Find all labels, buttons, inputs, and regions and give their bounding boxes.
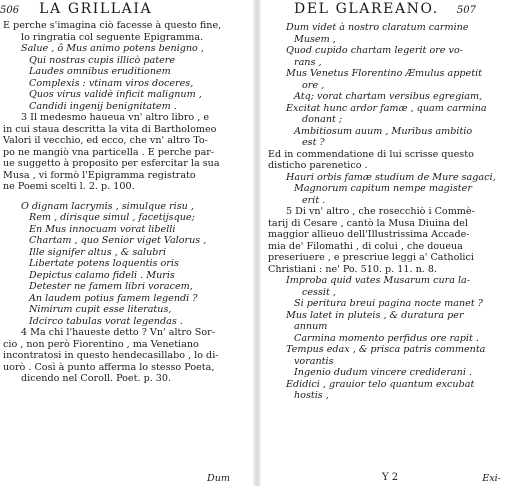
text-line: Rem , dirisque simul , facetijsque; bbox=[29, 212, 195, 223]
text-line: tarij di Cesare , cantò la Musa Diuina del bbox=[268, 217, 468, 229]
text-line: Salue , ô Mus animo potens benigno , bbox=[21, 43, 204, 54]
right-catchword: Exi- bbox=[482, 473, 501, 484]
text-line: cio , non però Fiorentino , ma Venetiano bbox=[3, 338, 199, 350]
text-line: uorò . Così à punto afferma lo stesso Poeta, bbox=[3, 361, 215, 373]
text-line: Qui nostras cupis illicò patere bbox=[29, 54, 176, 66]
text-line: ne Poemi scelti l. 2. p. 100. bbox=[3, 181, 135, 192]
text-line: Excitat hunc ardor famæ , quam carmina bbox=[286, 102, 487, 114]
text-line: Ingenio dudum vincere crediderani . bbox=[294, 367, 472, 378]
text-line: O dignam lacrymis , simulque risu , bbox=[21, 200, 194, 212]
text-line: Tempus edax , & prisca patris commenta bbox=[286, 344, 486, 355]
text-line: E perche s'imagina ciò facesse à questo fine, bbox=[3, 20, 222, 31]
text-line: Hauri orbis famæ studium de Mure sagaci, bbox=[286, 171, 496, 183]
text-line: Mus Venetus Florentino Æmulus appetit bbox=[286, 68, 482, 79]
text-line: Quos virus validè inficit malignum , bbox=[29, 89, 202, 100]
text-line: annum bbox=[294, 321, 328, 332]
paragraph-gap bbox=[3, 193, 252, 201]
left-running-head bbox=[0, 1, 152, 17]
text-line: Musem , bbox=[294, 33, 336, 45]
text-line: Candidi ingenij benignitatem . bbox=[29, 100, 177, 112]
text-line: Valori il vecchio, ed ecco, che vn' altro To- bbox=[3, 135, 208, 146]
text-line: Laudes omnibus eruditionem bbox=[29, 66, 171, 77]
text-line: Ille signifer altus , & salubri bbox=[29, 246, 167, 258]
right-text-block bbox=[262, 22, 515, 402]
text-line: Idcirco tabulas vorat legendas . bbox=[29, 315, 183, 327]
text-line: Nimirum cupit esse literatus, bbox=[29, 304, 172, 315]
text-line: Ed in commendatione di lui scrisse questo bbox=[268, 148, 474, 160]
text-line: Chartam , quo Senior viget Valorus , bbox=[29, 235, 207, 246]
text-line: 3 Il medesmo haueua vn' altro libro , e bbox=[21, 112, 210, 123]
right-signature-mark: Y 2 bbox=[382, 472, 399, 483]
text-line: preseriuere , e prescriue leggi a' Catholici bbox=[268, 252, 474, 263]
text-line: Libertate potens loquentis oris bbox=[29, 258, 179, 269]
text-line: En Mus innocuam vorat libelli bbox=[29, 223, 176, 235]
text-line: lo ringratia col seguente Epigramma. bbox=[21, 31, 204, 43]
right-page-number: 507 bbox=[456, 5, 476, 16]
text-line: incontratosi in questo hendecasillabo , lo di- bbox=[3, 350, 219, 361]
text-line: mia de' Filomathi , di colui , che doueua bbox=[268, 240, 463, 252]
text-line: Carmina momento perfidus ore rapit . bbox=[294, 332, 479, 344]
right-running-head bbox=[294, 1, 476, 17]
text-line: Detester ne famem libri voracem, bbox=[29, 281, 193, 292]
text-line: vorantis bbox=[294, 355, 334, 367]
left-catchword: Dum bbox=[207, 473, 230, 484]
text-line: erit . bbox=[302, 194, 326, 206]
text-line: po ne mangiò vna particella . E perche par- bbox=[3, 146, 215, 158]
text-line: Edidici , grauior telo quantum excubat bbox=[286, 378, 475, 390]
text-line: Complexis : vtinam viros doceres, bbox=[29, 77, 194, 89]
text-line: dicendo nel Coroll. Poet. p. 30. bbox=[21, 373, 172, 384]
text-line: Mus latet in pluteis , & duratura per bbox=[286, 309, 464, 321]
left-page bbox=[0, 0, 252, 486]
text-line: cessit , bbox=[302, 286, 336, 298]
text-line: hostis , bbox=[294, 390, 329, 401]
text-line: ue suggetto à proposito per esfercitar la sua bbox=[3, 158, 220, 169]
text-line: Improba quid vates Musarum cura la- bbox=[286, 275, 471, 286]
text-line: An laudem potius famem legendi ? bbox=[29, 292, 198, 304]
text-line: ore , bbox=[302, 79, 325, 91]
text-line: donant ; bbox=[302, 114, 343, 125]
text-line: Musa , vi formò l'Epigramma registrato bbox=[3, 169, 196, 181]
text-line: 4 Ma chi l'haueste detto ? Vn' altro Sor- bbox=[21, 327, 215, 338]
text-line: rans , bbox=[294, 56, 322, 68]
text-line: Si peritura breui pagina nocte manet ? bbox=[294, 298, 483, 309]
text-line: Christiani : ne' Po. 510. p. 11. n. 8. bbox=[268, 263, 438, 275]
gutter bbox=[253, 0, 261, 486]
left-page-number: 506 bbox=[0, 5, 20, 16]
text-line: Dum videt à nostro claratum carmine bbox=[286, 22, 469, 33]
left-text-block bbox=[0, 20, 252, 385]
left-running-title: LA GRILLAIA bbox=[39, 1, 153, 17]
text-line: Ambitiosum auum , Muribus ambitio bbox=[294, 125, 473, 137]
right-page bbox=[262, 0, 515, 486]
text-line: 5 Di vn' altro , che rosecchiò i Commè- bbox=[286, 206, 475, 217]
text-line: Magnorum capitum nempe magister bbox=[294, 183, 472, 194]
text-line: Atq; vorat chartam versibus egregiam, bbox=[294, 91, 483, 102]
right-running-title: DEL GLAREANO. bbox=[294, 1, 439, 17]
text-line: in cui staua descritta la vita di Bartholomeo bbox=[3, 123, 217, 135]
text-line: disticho parenetico . bbox=[268, 160, 368, 171]
text-line: est ? bbox=[302, 137, 325, 148]
text-line: maggior allieuo dell'Illustrissima Accade- bbox=[268, 229, 470, 240]
text-line: Quod cupido chartam legerit ore vo- bbox=[286, 45, 463, 56]
text-line: Depictus calamo fideli . Muris bbox=[29, 269, 175, 281]
